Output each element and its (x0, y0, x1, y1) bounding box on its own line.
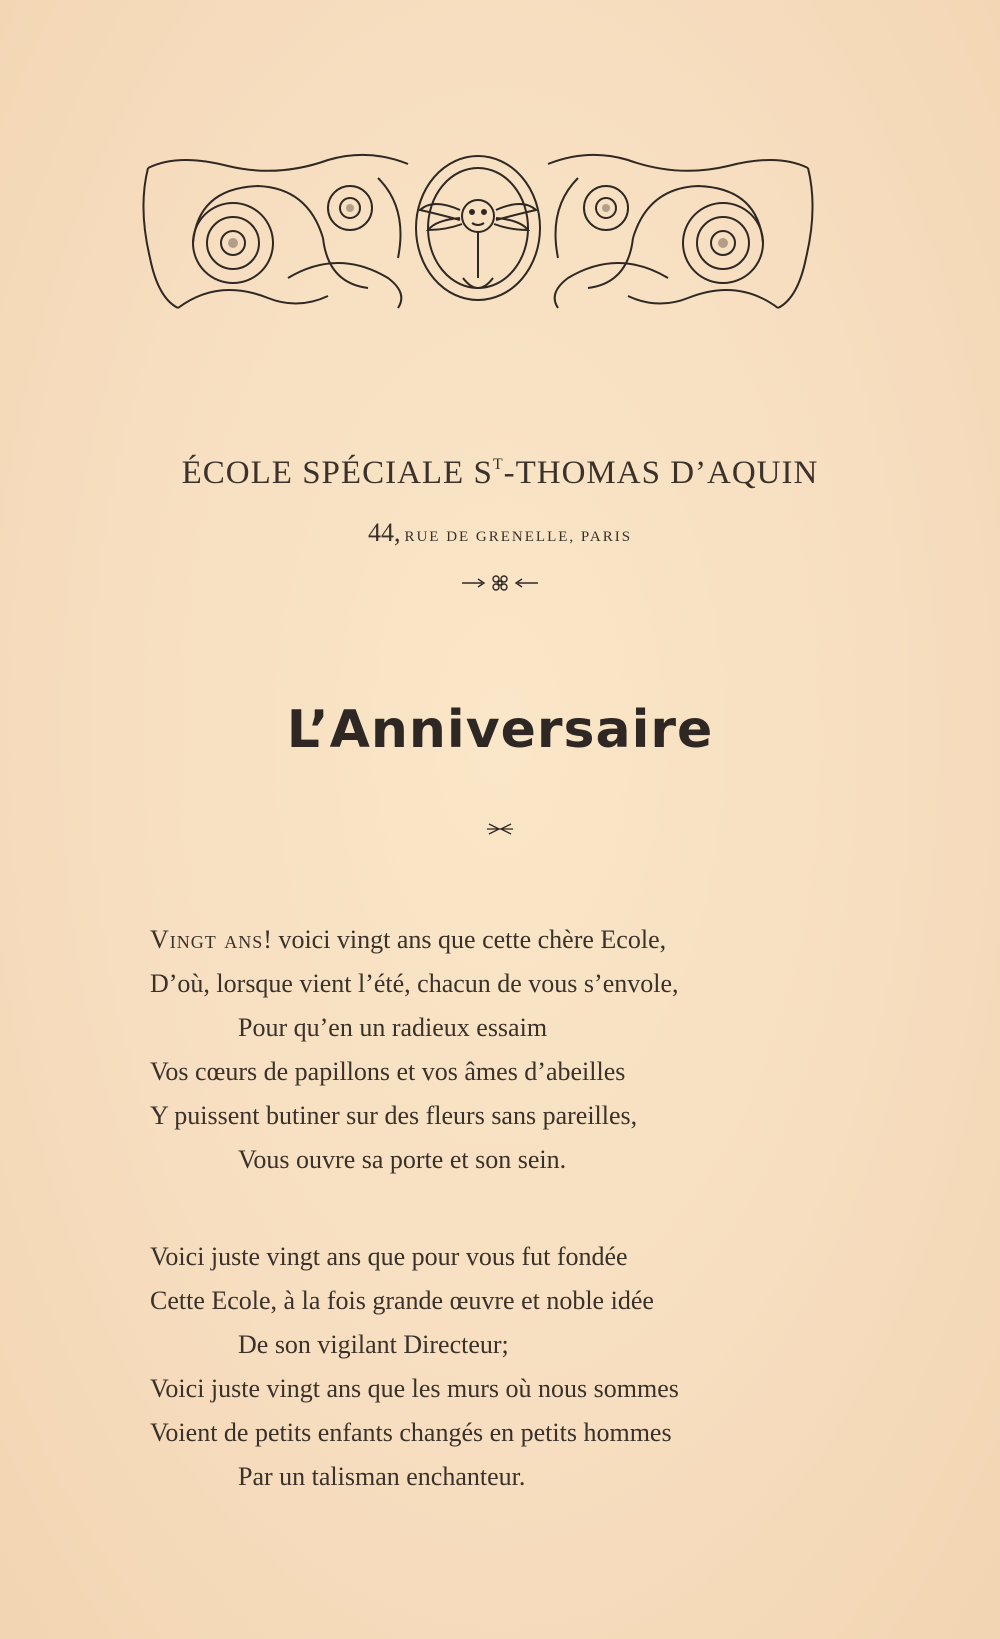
poem-line: Vos cœurs de papillons et vos âmes d’abeilles (150, 1057, 626, 1086)
poem-line: Pour qu’en un radieux essaim (238, 1013, 548, 1042)
asterism-icon (485, 820, 515, 838)
school-address (0, 518, 1000, 548)
poem-line: De son vigilant Directeur; (238, 1330, 509, 1359)
poem-opening-words: Vingt ans (150, 925, 264, 954)
school-name-part2: -THOMAS D’AQUIN (503, 455, 819, 491)
poem-line: Cette Ecole, à la fois grande œuvre et noble idée (150, 1286, 654, 1315)
poem-line: Vous ouvre sa porte et son sein. (238, 1145, 567, 1174)
fleuron-divider (0, 573, 1000, 595)
fleuron-icon (460, 573, 540, 591)
poem-line: D’où, lorsque vient l’été, chacun de vous s’envole, (150, 969, 679, 998)
poem-line: Par un talisman enchanteur. (238, 1462, 526, 1491)
poem-line: Voici juste vingt ans que les murs où nous sommes (150, 1374, 679, 1403)
floral-cherub-headpiece-icon (138, 148, 818, 320)
poem-line-rest: ! voici vingt ans que cette chère Ecole, (263, 925, 667, 954)
school-name-part1: ÉCOLE SPÉCIALE S (181, 455, 493, 491)
address-street: RUE DE GRENELLE, PARIS (404, 529, 633, 545)
school-name (0, 455, 1000, 492)
poem-line (150, 918, 850, 962)
poem-line: Voient de petits enfants changés en petits hommes (150, 1418, 672, 1447)
asterism-divider (0, 820, 1000, 842)
poem-line: Voici juste vingt ans que pour vous fut fondée (150, 1242, 628, 1271)
page-title: L’Anniversaire (286, 700, 714, 760)
poem-stanza-2 (150, 1235, 850, 1499)
poem-line: Y puissent butiner sur des fleurs sans pareilles, (150, 1101, 638, 1130)
poem-stanza-1 (150, 918, 850, 1182)
school-name-superscript: T (492, 456, 504, 473)
address-number: 44, (367, 518, 401, 547)
